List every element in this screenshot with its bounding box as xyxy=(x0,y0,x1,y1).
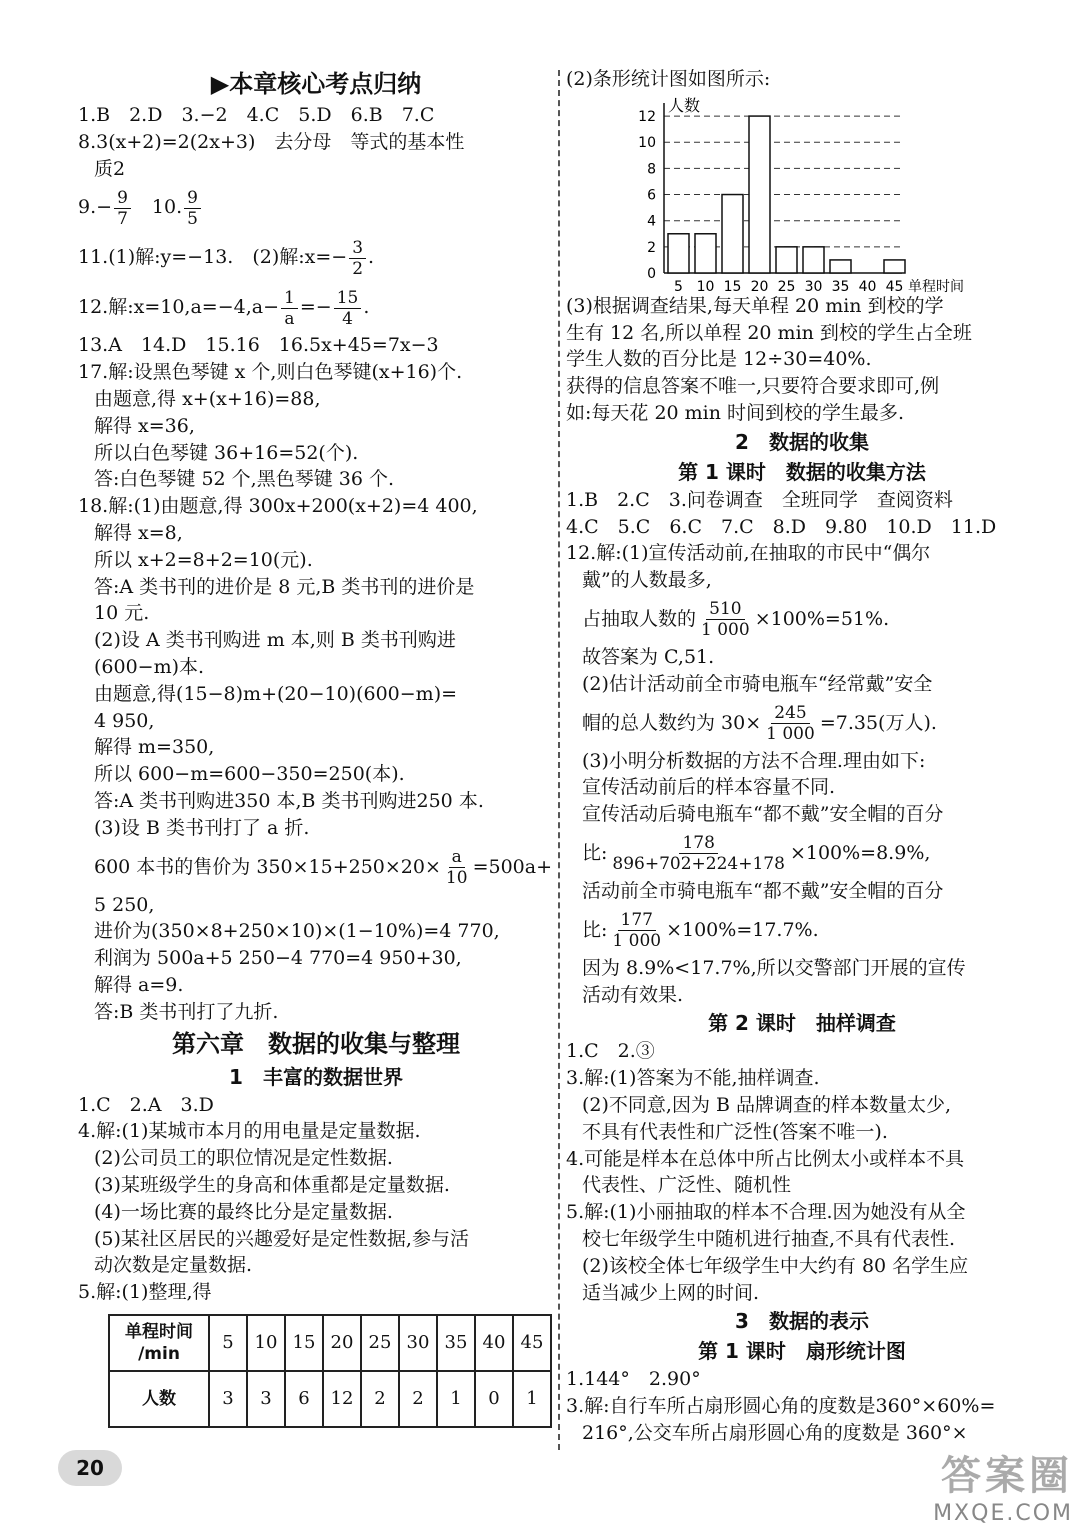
table-header-cell: 人数 xyxy=(109,1371,209,1427)
answer-line: 13.A 14.D 15.16 16.5x+45=7x−3 xyxy=(78,334,439,357)
answer-line: 1.B 2.C 3.问卷调查 全班同学 查阅资料 xyxy=(566,488,953,511)
y-tick-label: 8 xyxy=(647,161,656,178)
answer-line: 动次数是定量数据. xyxy=(94,1254,253,1277)
fraction xyxy=(443,847,471,888)
answer-line: 4.可能是样本在总体中所占比例太小或样本不具 xyxy=(566,1147,965,1170)
x-tick-label: 45 xyxy=(885,278,904,293)
answer-line xyxy=(566,828,1038,878)
answer-line: 进价为(350×8+250×10)×(1−10%)=4 770, xyxy=(94,920,500,943)
text: 占抽取人数的 xyxy=(582,607,697,630)
text: 600 本书的售价为 350×15+250×20× xyxy=(94,855,441,878)
denominator: 1 000 xyxy=(612,931,662,952)
x-tick-label: 40 xyxy=(858,278,877,293)
table-cell: 25 xyxy=(361,1315,399,1371)
chapter-title: 第六章 数据的收集与整理 xyxy=(172,1029,460,1058)
text: . xyxy=(363,296,370,319)
watermark-url: MXQE.COM xyxy=(933,1501,1073,1526)
header-unit: /min xyxy=(138,1343,180,1364)
answer-line: 12.解:(1)宣传活动前,在抽取的市民中“偶尔 xyxy=(566,542,931,565)
table-cell: 6 xyxy=(285,1371,323,1427)
bar xyxy=(830,260,851,273)
answer-line: 如:每天花 20 min 时间到校的学生最多. xyxy=(566,401,905,424)
text: ×100%=8.9%, xyxy=(789,841,931,864)
section-heading: 2 数据的收集 xyxy=(735,429,869,454)
answer-line: (600−m)本. xyxy=(94,655,205,678)
answer-line: 戴”的人数最多, xyxy=(582,569,712,592)
watermark xyxy=(933,1444,1073,1526)
answer-line: 4.C 5.C 6.C 7.C 8.D 9.80 10.D 11.D xyxy=(566,515,997,538)
answer-line: (3)根据调查结果,每天单程 20 min 到校的学 xyxy=(566,294,944,317)
table-cell: 3 xyxy=(247,1371,285,1427)
text: 11.(1)解:y=−13. (2)解:x=− xyxy=(78,246,348,269)
numerator: 9 xyxy=(184,188,201,209)
bar xyxy=(803,247,824,273)
answer-line: 4.解:(1)某城市本月的用电量是定量数据. xyxy=(78,1120,421,1143)
answer-line: 质2 xyxy=(94,157,126,180)
answer-line: 答:A 类书刊购进350 本,B 类书刊购进250 本. xyxy=(94,789,484,812)
numerator: 9 xyxy=(114,188,131,209)
denominator: 1 000 xyxy=(766,724,815,745)
denominator: a xyxy=(284,308,295,329)
answer-line: (4)一场比赛的最终比分是定量数据. xyxy=(94,1200,393,1223)
section-heading: 3 数据的表示 xyxy=(735,1309,869,1334)
answer-line: (3)小明分析数据的方法不合理.理由如下: xyxy=(582,749,926,772)
right-column xyxy=(566,66,1038,1447)
answer-line: 由题意,得(15−8)m+(20−10)(600−m)= xyxy=(94,682,458,705)
text: =− xyxy=(299,296,332,319)
numerator: 245 xyxy=(771,703,809,724)
answer-line: (3)设 B 类书刊打了 a 折. xyxy=(94,816,310,839)
answer-line: 1.144° 2.90° xyxy=(566,1368,701,1391)
answer-line: 解得 a=9. xyxy=(94,973,184,996)
answer-line: 代表性、广泛性、随机性 xyxy=(582,1174,792,1197)
column-divider xyxy=(558,70,560,1450)
page-number: 20 xyxy=(58,1450,122,1486)
x-tick-label: 15 xyxy=(723,278,742,293)
answer-line: 所以 600−m=600−350=250(本). xyxy=(94,763,405,786)
y-tick-label: 10 xyxy=(638,135,656,152)
answer-line: (2)该校全体七年级学生中大约有 80 名学生应 xyxy=(582,1254,969,1277)
answer-line: 校七年级学生中随机进行抽查,不具有代表性. xyxy=(582,1227,956,1250)
answer-line xyxy=(78,282,554,332)
answer-line: 1.B 2.D 3.−2 4.C 5.D 6.B 7.C xyxy=(78,104,435,126)
answer-line: (2)估计活动前全市骑电瓶车“经常戴”安全 xyxy=(582,672,933,695)
x-tick-label: 30 xyxy=(804,278,823,293)
answer-line xyxy=(566,905,1038,955)
y-tick-label: 12 xyxy=(638,108,656,125)
numerator: 1 xyxy=(281,288,298,309)
answer-line: 生有 12 名,所以单程 20 min 到校的学生占全班 xyxy=(566,321,972,344)
numerator: 3 xyxy=(349,238,366,259)
fraction xyxy=(763,703,818,744)
answer-line: 解得 x=8, xyxy=(94,521,183,544)
answer-line: 10 元. xyxy=(94,602,150,625)
answer-line xyxy=(566,594,1038,644)
answer-line: 17.解:设黑色琴键 x 个,则白色琴键(x+16)个. xyxy=(78,361,463,384)
table-cell: 10 xyxy=(247,1315,285,1371)
fraction xyxy=(334,288,362,329)
bar xyxy=(776,247,797,273)
watermark-logo-text: 答案圈 xyxy=(941,1453,1073,1499)
text: 比: xyxy=(582,841,608,864)
table-row xyxy=(109,1371,551,1427)
text: 12.解:x=10,a=−4,a− xyxy=(78,296,280,319)
answer-line: 18.解:(1)由题意,得 300x+200(x+2)=4 400, xyxy=(78,495,478,518)
lesson-heading: 第 1 课时 扇形统计图 xyxy=(698,1339,906,1364)
x-tick-label: 10 xyxy=(696,278,715,293)
denominator: 1 000 xyxy=(701,620,750,641)
bar-chart xyxy=(566,93,966,293)
lesson-heading: 第 2 课时 抽样调查 xyxy=(708,1011,896,1036)
fraction xyxy=(184,188,201,229)
table-cell: 2 xyxy=(361,1371,399,1427)
answer-line: 学生人数的百分比是 12÷30=40%. xyxy=(566,348,872,371)
answer-line: 宣传活动前后的样本容量不同. xyxy=(582,776,836,799)
text: 比: xyxy=(582,918,608,941)
text: . xyxy=(368,246,375,269)
bar xyxy=(722,194,743,272)
numerator: 178 xyxy=(679,833,717,854)
lesson-heading: 第 1 课时 数据的收集方法 xyxy=(678,459,926,484)
fraction xyxy=(349,238,366,279)
denominator: 7 xyxy=(117,208,128,229)
answer-line xyxy=(78,182,554,232)
answer-line: (5)某社区居民的兴趣爱好是定性数据,参与活 xyxy=(94,1227,469,1250)
answer-line: 所以白色琴键 36+16=52(个). xyxy=(94,441,359,464)
answer-line: 因为 8.9%<17.7%,所以交警部门开展的宣传 xyxy=(582,956,966,979)
numerator: 15 xyxy=(334,288,362,309)
text: =7.35(万人). xyxy=(819,711,937,734)
data-table xyxy=(108,1314,552,1428)
table-cell: 12 xyxy=(323,1371,361,1427)
table-cell: 5 xyxy=(209,1315,247,1371)
answer-line: 利润为 500a+5 250−4 770=4 950+30, xyxy=(94,947,462,970)
answer-line: 答:白色琴键 52 个,黑色琴键 36 个. xyxy=(94,468,394,491)
answer-line: 1.C 2.③ xyxy=(566,1040,655,1063)
text: ×100%=17.7%. xyxy=(666,918,819,941)
table-cell: 45 xyxy=(513,1315,551,1371)
table-cell: 1 xyxy=(437,1371,475,1427)
answer-line: 216°,公交车所占扇形圆心角的度数是 360°× xyxy=(582,1421,968,1444)
table-cell: 20 xyxy=(323,1315,361,1371)
text: 10. xyxy=(132,196,183,219)
answer-line xyxy=(78,232,554,282)
y-tick-label: 0 xyxy=(647,265,656,282)
answer-line: 答:A 类书刊的进价是 8 元,B 类书刊的进价是 xyxy=(94,575,475,598)
answer-line: 3.解:(1)答案为不能,抽样调查. xyxy=(566,1067,820,1090)
answer-line: 4 950, xyxy=(94,709,155,732)
answer-line: 解得 m=350, xyxy=(94,736,215,759)
y-tick-label: 6 xyxy=(647,187,656,204)
table-cell: 1 xyxy=(513,1371,551,1427)
header-text: 单程时间 xyxy=(125,1321,193,1342)
bar xyxy=(668,234,689,273)
fraction xyxy=(609,910,664,951)
table-cell: 3 xyxy=(209,1371,247,1427)
answer-line: 3.解:自行车所占扇形圆心角的度数是360°×60%= xyxy=(566,1395,996,1418)
numerator: 510 xyxy=(706,599,744,620)
bar xyxy=(695,234,716,273)
fraction xyxy=(609,833,788,874)
x-tick-label: 25 xyxy=(777,278,796,293)
fraction xyxy=(281,288,298,329)
denominator: 896+702+224+178 xyxy=(612,854,785,875)
y-tick-label: 2 xyxy=(647,239,656,256)
table-cell: 2 xyxy=(399,1371,437,1427)
x-tick-label: 5 xyxy=(674,278,683,293)
answer-line: 活动有效果. xyxy=(582,983,684,1006)
text: 9.− xyxy=(78,196,113,219)
y-axis-label: 人数 xyxy=(668,95,701,115)
x-tick-label: 35 xyxy=(831,278,850,293)
table-cell: 40 xyxy=(475,1315,513,1371)
denominator: 2 xyxy=(352,258,364,279)
text: 帽的总人数约为 30× xyxy=(582,711,762,734)
x-axis-label: 单程时间 xyxy=(908,278,964,293)
answer-line: (2)条形统计图如图所示: xyxy=(566,68,771,90)
answer-line: (2)不同意,因为 B 品牌调查的样本数量太少, xyxy=(582,1093,952,1116)
answer-line: 5.解:(1)整理,得 xyxy=(78,1281,212,1304)
table-cell: 35 xyxy=(437,1315,475,1371)
bar xyxy=(749,116,770,273)
answer-line: (2)设 A 类书刊购进 m 本,则 B 类书刊购进 xyxy=(94,629,456,652)
answer-line xyxy=(78,842,554,892)
answer-line: (3)某班级学生的身高和体重都是定量数据. xyxy=(94,1173,450,1196)
answer-line: 解得 x=36, xyxy=(94,414,195,437)
numerator: a xyxy=(449,847,465,868)
numerator: 177 xyxy=(618,910,656,931)
answer-line: 获得的信息答案不唯一,只要符合要求即可,例 xyxy=(566,375,940,398)
answer-line: 由题意,得 x+(x+16)=88, xyxy=(94,387,321,410)
answer-line: 所以 x+2=8+2=10(元). xyxy=(94,548,313,571)
answer-line: (2)公司员工的职位情况是定性数据. xyxy=(94,1147,393,1170)
text: =500a+ xyxy=(472,855,552,878)
answer-line: 8.3(x+2)=2(2x+3) 去分母 等式的基本性 xyxy=(78,130,465,153)
bar xyxy=(884,260,905,273)
answer-line: 宣传活动后骑电瓶车“都不戴”安全帽的百分 xyxy=(582,803,944,826)
table-cell: 0 xyxy=(475,1371,513,1427)
answer-line: 适当减少上网的时间. xyxy=(582,1281,760,1304)
fraction xyxy=(114,188,131,229)
section-title: ▶本章核心考点归纳 xyxy=(210,70,422,98)
answer-line: 不具有代表性和广泛性(答案不唯一). xyxy=(582,1120,888,1143)
x-tick-label: 20 xyxy=(750,278,769,293)
denominator: 5 xyxy=(187,208,198,229)
answer-line: 1.C 2.A 3.D xyxy=(78,1093,214,1116)
denominator: 4 xyxy=(342,308,353,329)
bar-chart-svg xyxy=(566,93,966,293)
table-cell: 30 xyxy=(399,1315,437,1371)
table-header-cell xyxy=(109,1315,209,1371)
table-row xyxy=(109,1315,551,1371)
text: ×100%=51%. xyxy=(754,607,890,630)
left-column xyxy=(78,66,554,1428)
section-heading: 1 丰富的数据世界 xyxy=(229,1064,403,1089)
answer-line: 活动前全市骑电瓶车“都不戴”安全帽的百分 xyxy=(582,879,944,902)
answer-line: 答:B 类书刊打了九折. xyxy=(94,1000,279,1023)
y-tick-label: 4 xyxy=(647,213,656,230)
answer-line: 5.解:(1)小丽抽取的样本不合理.因为她没有从全 xyxy=(566,1201,966,1224)
answer-line: 故答案为 C,51. xyxy=(582,645,715,668)
answer-line: 5 250, xyxy=(94,893,155,916)
table-cell: 15 xyxy=(285,1315,323,1371)
fraction xyxy=(698,599,753,640)
answer-line xyxy=(566,698,1038,748)
denominator: 10 xyxy=(445,868,468,889)
